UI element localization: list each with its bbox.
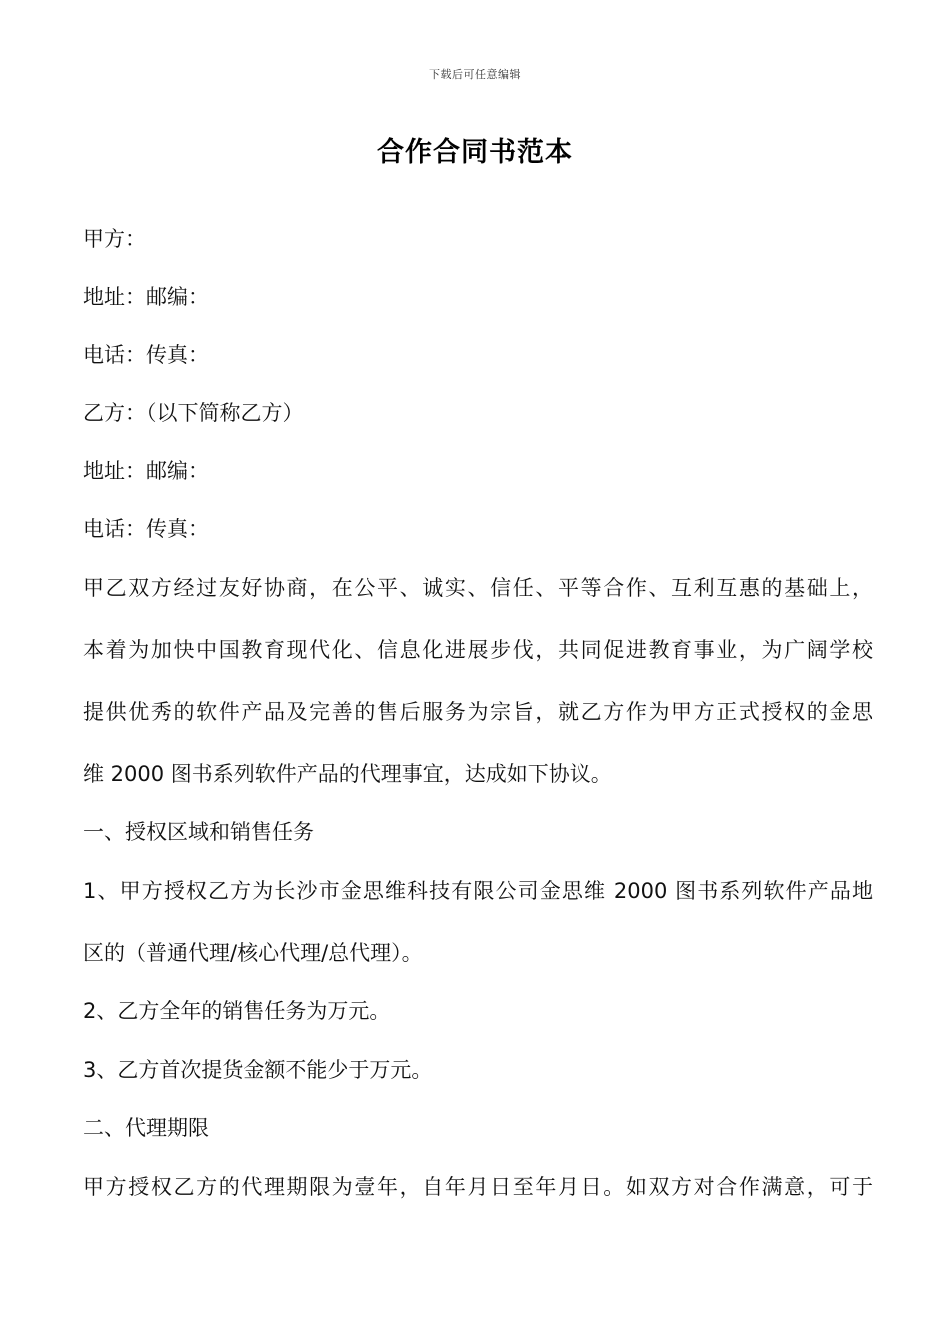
header-note: 下载后可任意编辑: [429, 68, 521, 81]
section-1-heading: 一、授权区域和销售任务: [83, 820, 314, 844]
party-b-phone-line: 电话：传真：: [83, 517, 209, 541]
party-b-address-line: 地址：邮编：: [83, 459, 209, 483]
preamble-line: 提供优秀的软件产品及完善的售后服务为宗旨，就乙方作为甲方正式授权的金思: [83, 700, 873, 724]
section-2-text: 甲方授权乙方的代理期限为壹年，自年月日至年月日。如双方对合作满意，可于: [83, 1175, 873, 1199]
section-1-item-1-line: 1、甲方授权乙方为长沙市金思维科技有限公司金思维 2000 图书系列软件产品地: [83, 879, 873, 903]
party-b-name-line: 乙方：（以下简称乙方）: [83, 401, 304, 425]
party-a-phone-line: 电话：传真：: [83, 343, 209, 367]
preamble-line: 维 2000 图书系列软件产品的代理事宜，达成如下协议。: [83, 762, 612, 786]
party-a-address-line: 地址：邮编：: [83, 285, 209, 309]
section-1-item-2: 2、乙方全年的销售任务为万元。: [83, 999, 391, 1023]
party-a-name-line: 甲方：: [83, 227, 146, 251]
preamble-line: 甲乙双方经过友好协商，在公平、诚实、信任、平等合作、互利互惠的基础上，: [83, 576, 873, 600]
preamble-line: 本着为加快中国教育现代化、信息化进展步伐，共同促进教育事业，为广阔学校: [83, 638, 873, 662]
section-2-heading: 二、代理期限: [83, 1116, 209, 1140]
section-1-item-3: 3、乙方首次提货金额不能少于万元。: [83, 1058, 433, 1082]
section-1-item-1-line: 区的（普通代理/核心代理/总代理）。: [83, 941, 423, 965]
document-title: 合作合同书范本: [377, 137, 573, 168]
